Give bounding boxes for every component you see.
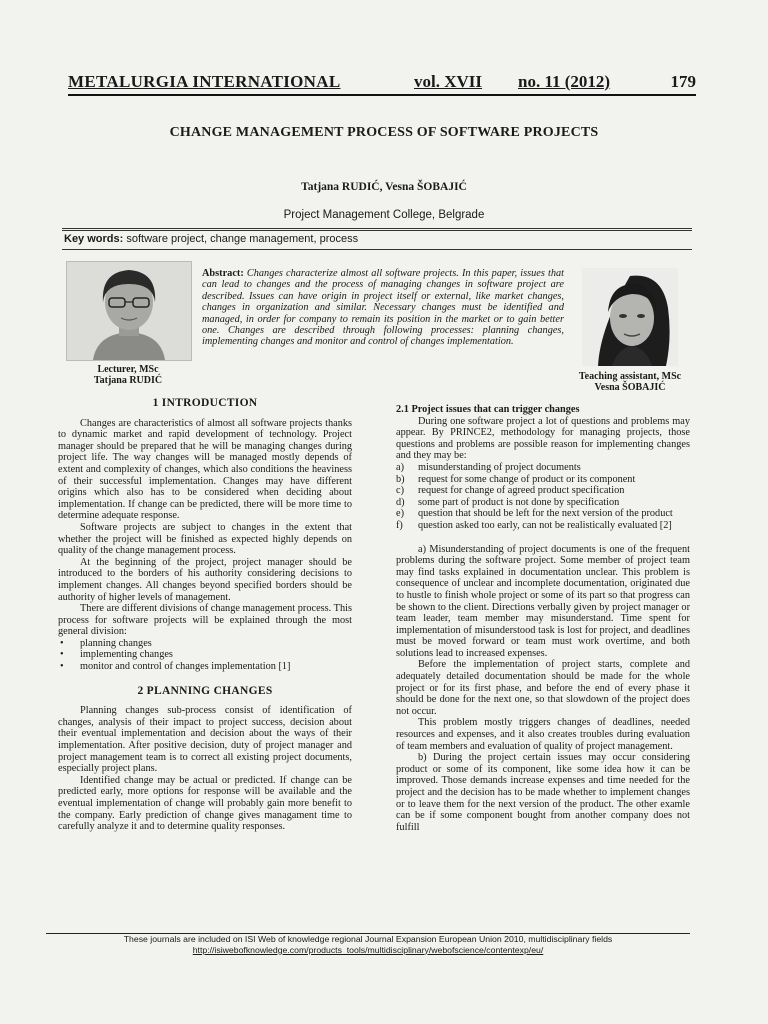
list-item-label: c)	[396, 485, 404, 497]
paper-title: CHANGE MANAGEMENT PROCESS OF SOFTWARE PROJECTS	[169, 125, 599, 140]
right-column	[396, 404, 690, 833]
author-caption-left	[66, 364, 190, 386]
keywords	[64, 233, 358, 245]
division-list	[58, 638, 352, 673]
author-name-right: Vesna ŠOBAJIĆ	[594, 382, 666, 393]
list-item-text: some part of product is not done by specification	[418, 496, 620, 508]
author-photo-right	[582, 268, 678, 366]
list-item-text: question asked too early, can not be realistically evaluated [2]	[418, 519, 672, 531]
list-item: • implementing changes	[58, 649, 352, 661]
list-item	[396, 485, 690, 497]
paragraph: Planning changes sub-process consist of identification of changes, analysis of their impact to project success, decision about their eventual implementation and decision about the ways of their implementation. After positive decision, duty of project manager and project management team is to correct all existing project documents, especially project plans.	[58, 705, 352, 775]
list-item	[396, 520, 690, 532]
list-item-label: d)	[396, 496, 405, 508]
footer-note: These journals are included on ISI Web of knowledge regional Journal Expansion European Union 2010, multidisciplinary fields	[123, 934, 613, 944]
list-item-label: f)	[396, 519, 403, 531]
keywords-label: Key words:	[64, 233, 124, 245]
list-item: • monitor and control of changes implementation [1]	[58, 661, 352, 673]
paragraph: During one software project a lot of questions and problems may appear. By PRINCE2, methodology for managing projects, those questions and problems are possible reason for implementing changes and they may be:	[396, 415, 690, 462]
journal-issue: no. 11 (2012)	[518, 72, 611, 91]
paragraph: Before the implementation of project starts, complete and adequately detailed documentation should be made for the whole project or for its first phase, and before the end of every phase it should be done for the next one, so that slowdown of the project does not occur.	[396, 659, 690, 717]
journal-name: METALURGIA INTERNATIONAL	[68, 72, 341, 91]
list-item	[396, 497, 690, 509]
keywords-divider	[62, 249, 692, 250]
author-caption-right	[560, 371, 700, 393]
journal-header	[68, 72, 696, 96]
paragraph: This problem mostly triggers changes of deadlines, needed resources and expenses, and it also creates troubles during evaluation of team members and evaluation of quality of project management.	[396, 717, 690, 752]
paper-affiliation: Project Management College, Belgrade	[283, 209, 485, 221]
paper-authors: Tatjana RUDIĆ, Vesna ŠOBAJIĆ	[301, 181, 467, 193]
abstract	[202, 268, 564, 348]
list-item	[396, 462, 690, 474]
header-divider	[62, 228, 692, 231]
abstract-text: Changes characterize almost all software projects. In this paper, issues that can lead to changes and the process of managing changes in software project are described. Issues can have origin in project itself or external, like market changes, changes in organization and similar. Necessary changes must be identified and managed, in order for company to remain its position in the market or to gain better one. Changes are described through following processes: planning changes, implementing changes and monitor and control of changes implementation.	[202, 268, 564, 348]
list-item-label: a)	[396, 461, 404, 473]
abstract-label: Abstract:	[202, 268, 244, 279]
list-item-label: b)	[396, 473, 405, 485]
paragraph: Changes are characteristics of almost all software projects thanks to dynamic market and rapid development of technology. Project manager should be prepared that he will be managing changes during project life. The way changes will be managed mostly depends of extent and complexity of changes, which also conditions the heaviness of their successful implementation. Changes may have different origins which also has to be considered when deciding about implementation. If change can be predicted, there will be more time to determine adequate response.	[58, 417, 352, 522]
list-item: • planning changes	[58, 638, 352, 650]
portrait-image	[582, 268, 678, 366]
spacer	[396, 532, 690, 544]
author-title-left: Lecturer, MSc	[97, 364, 159, 375]
list-item-text: question that should be left for the next version of the product	[418, 508, 673, 520]
section-heading-planning-changes: 2 PLANNING CHANGES	[137, 684, 273, 697]
paragraph: There are different divisions of change management process. This process for software projects will be explained through the most general division:	[58, 603, 352, 638]
author-title-right: Teaching assistant, MSc	[578, 371, 682, 382]
journal-volume: vol. XVII	[414, 72, 483, 91]
page-number: 179	[670, 72, 696, 91]
paragraph: b) During the project certain issues may occur considering product or some of its component, like some idea how it can be improved. Those demands increase expenses and time needed for the project and the decision has to be made whether to implement changes or to leave them for the next version of the product. The other examle can be if some component bought from another company does not fulfill	[396, 752, 690, 833]
list-item	[396, 508, 690, 520]
author-photo-left	[66, 261, 192, 361]
paragraph: Software projects are subject to changes in the extent that whether the project will be finished as expected highly depends on quality of the change management process.	[58, 521, 352, 557]
list-item-text: request for change of agreed product specification	[418, 485, 625, 497]
portrait-image	[67, 262, 191, 360]
list-item-text: misunderstanding of project documents	[418, 461, 581, 473]
paragraph: a) Misunderstanding of project documents is one of the frequent problems during the software project. Some member of project team may find tasks explained in documentation unclear. This problem is consequence of unclear and incomplete documentation, originated due to hustle to finish whole project or some of its part so that progress can be shown to the client. Directions verbally given by project manager or team leader, team member may misunderstand. Time spent for implementation of misunderstood task is lost for project, and deadlines must be moved forward or team must work overtime, and both solutions lead to increased expenses.	[396, 543, 690, 659]
paragraph: Identified change may be actual or predicted. If change can be predicted early, more options for response will be available and the eventual implementation of change will probably gain more benefit to the company. Early prediction of change gives managament time to carefully analyze it and to determine quality responses.	[58, 774, 352, 833]
left-column	[58, 398, 352, 833]
list-item	[396, 474, 690, 486]
keywords-text: software project, change management, process	[126, 233, 359, 245]
section-heading-introduction: 1 INTRODUCTION	[152, 397, 258, 409]
subsection-heading: 2.1 Project issues that can trigger changes	[396, 404, 580, 415]
paragraph: At the beginning of the project, project manager should be introduced to the borders of his authority considering decisions to implement changes. All changes beyond specified borders should be authority of higher levels of management.	[58, 556, 352, 603]
author-name-left: Tatjana RUDIĆ	[93, 375, 163, 386]
page-footer	[46, 934, 690, 955]
list-item-label: e)	[396, 508, 404, 520]
issues-list	[396, 462, 690, 532]
list-item-text: request for some change of product or its component	[418, 473, 636, 485]
footer-link[interactable]: http://isiwebofknowledge.com/products_tools/multidisciplinary/webofscience/contentexp/eu/	[192, 944, 544, 955]
